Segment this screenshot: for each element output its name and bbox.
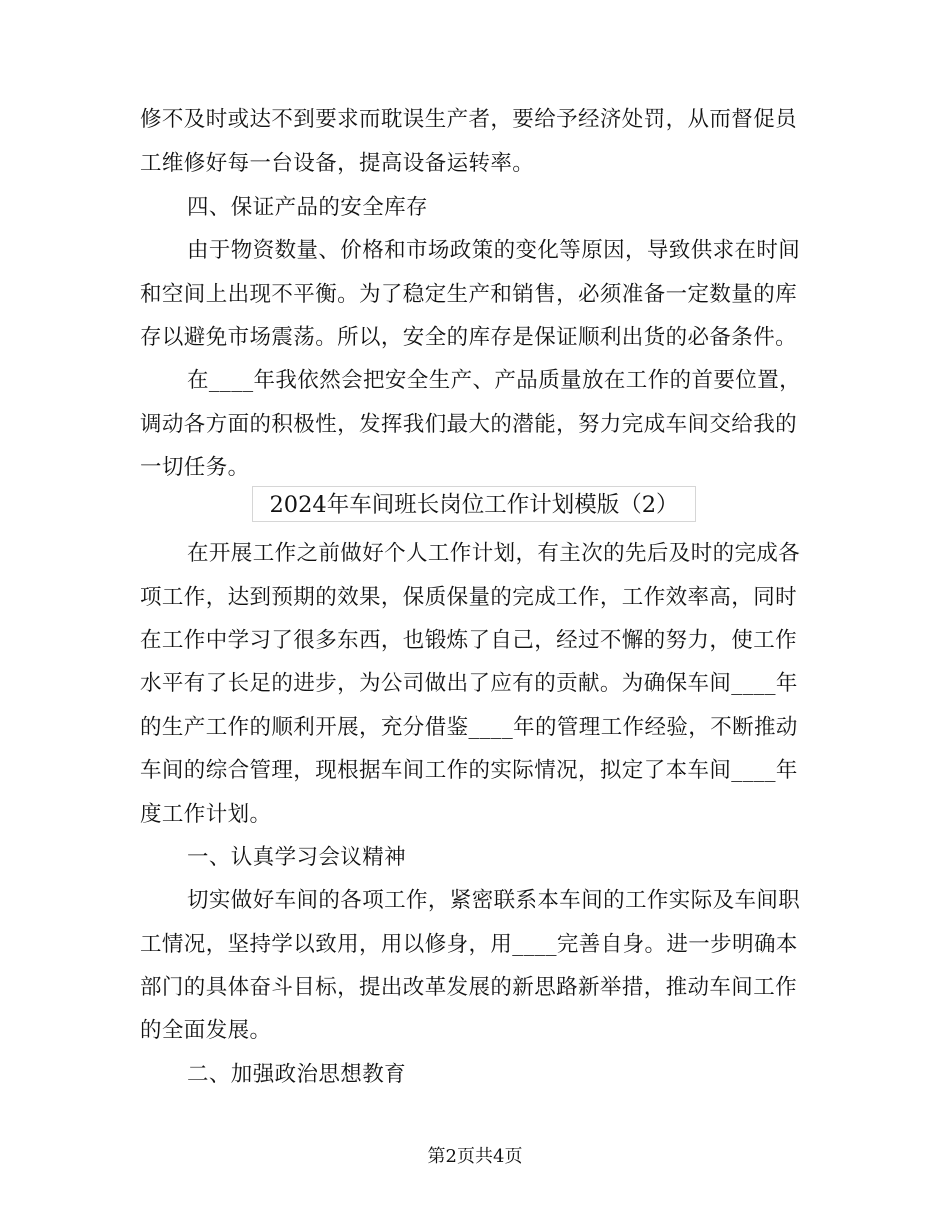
paragraph-line: 工情况，坚持学以致用，用以修身，用____完善自身。进一步明确本	[140, 932, 798, 957]
paragraph-line: 切实做好车间的各项工作，紧密联系本车间的工作实际及车间职	[187, 888, 801, 913]
paragraph-line: 和空间上出现不平衡。为了稳定生产和销售，必须准备一定数量的库	[140, 282, 798, 307]
paragraph-line: 在工作中学习了很多东西，也锻炼了自己，经过不懈的努力，使工作	[140, 628, 798, 653]
paragraph-line: 存以避免市场震荡。所以，安全的库存是保证顺利出货的必备条件。	[140, 325, 798, 350]
page-number: 第2页共4页	[427, 1146, 523, 1167]
paragraph-line: 度工作计划。	[140, 802, 272, 827]
paragraph-line: 修不及时或达不到要求而耽误生产者，要给予经济处罚，从而督促员	[140, 107, 798, 132]
paragraph-line: 的生产工作的顺利开展，充分借鉴____年的管理工作经验，不断推动	[140, 715, 798, 740]
paragraph-line: 车间的综合管理，现根据车间工作的实际情况，拟定了本车间____年	[140, 758, 798, 783]
paragraph-line: 由于物资数量、价格和市场政策的变化等原因，导致供求在时间	[187, 238, 801, 263]
paragraph-line: 在____年我依然会把安全生产、产品质量放在工作的首要位置，	[187, 368, 802, 393]
paragraph-line: 在开展工作之前做好个人工作计划，有主次的先后及时的完成各	[187, 541, 801, 566]
paragraph-line: 项工作，达到预期的效果，保质保量的完成工作，工作效率高，同时	[140, 585, 798, 610]
section-heading: 四、保证产品的安全库存	[187, 195, 428, 220]
document-title: 2024年车间班长岗位工作计划模版（2）	[252, 486, 696, 522]
section-heading: 一、认真学习会议精神	[187, 845, 407, 870]
paragraph-line: 的全面发展。	[140, 1018, 272, 1043]
paragraph-line: 调动各方面的积极性，发挥我们最大的潜能，努力完成车间交给我的	[140, 412, 798, 437]
paragraph-line: 水平有了长足的进步，为公司做出了应有的贡献。为确保车间____年	[140, 671, 798, 696]
paragraph-line: 一切任务。	[140, 455, 250, 480]
paragraph-line: 工维修好每一台设备，提高设备运转率。	[140, 151, 535, 176]
section-heading: 二、加强政治思想教育	[187, 1062, 407, 1087]
paragraph-line: 部门的具体奋斗目标，提出改革发展的新思路新举措，推动车间工作	[140, 975, 798, 1000]
